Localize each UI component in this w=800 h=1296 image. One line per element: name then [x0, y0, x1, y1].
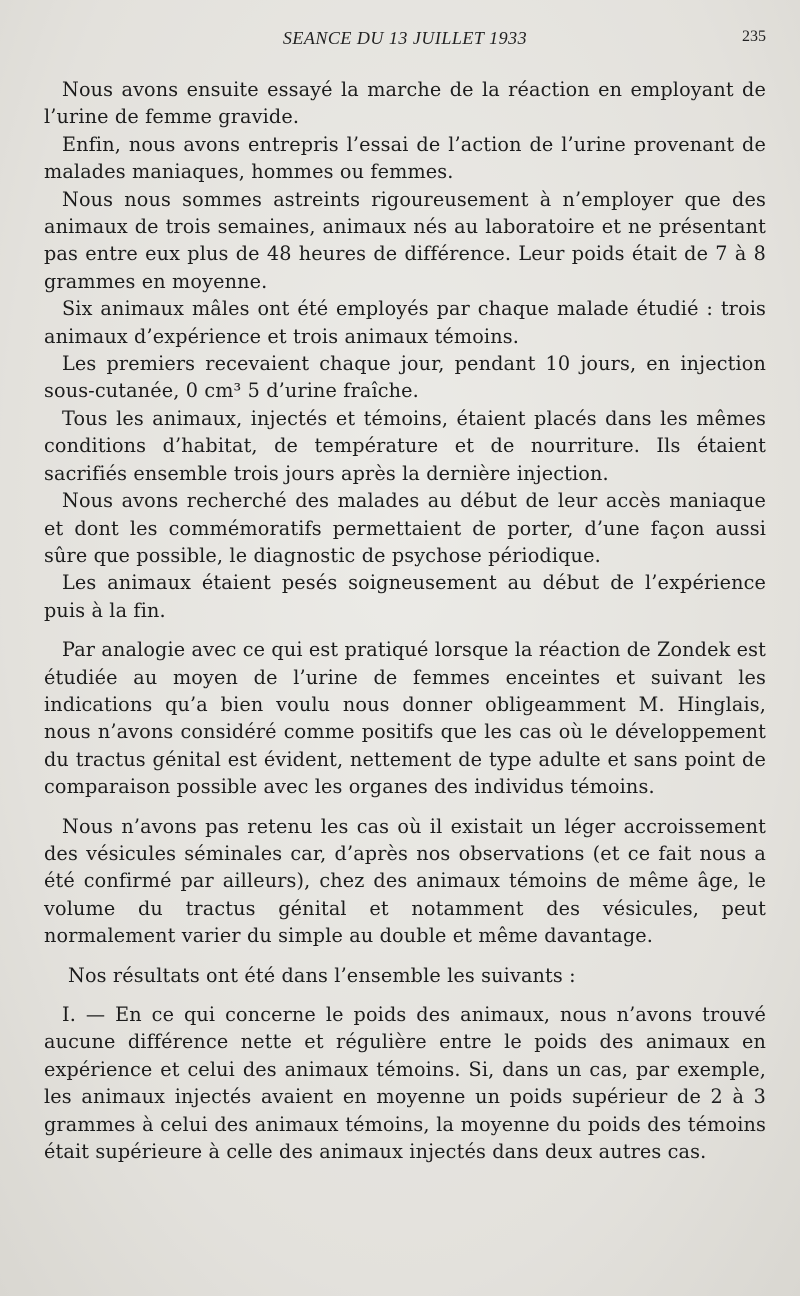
running-head [44, 28, 766, 58]
paragraph: Les premiers recevaient chaque jour, pendant 10 jours, en injection sous-cutanée, 0 cm³ 5 d’urine fraîche. [44, 352, 766, 403]
running-title: SEANCE DU 13 JUILLET 1933 [282, 28, 528, 48]
paragraph: Nous nous sommes astreints rigoureusement à n’employer que des animaux de trois semaines, animaux nés au laboratoire et ne présentant pas entre eux plus de 48 heures de différence. Leur poids était de 7 à 8 grammes en moyenne. [44, 187, 766, 293]
paragraph: Nous n’avons pas retenu les cas où il existait un léger accroissement des vésicules séminales car, d’après nos observations (et ce fait nous a été confirmé par ailleurs), chez des animaux témoins de même âge, le volume du tractus génital et notamment des vésicules, peut normalement varier du simple au double et même davantage. [44, 814, 766, 948]
paragraph: Nous avons recherché des malades au début de leur accès maniaque et dont les commémoratifs permettaient de porter, d’une façon aussi sûre que possible, le diagnostic de psychose périodique. [44, 489, 766, 567]
paragraph: Par analogie avec ce qui est pratiqué lorsque la réaction de Zondek est étudiée au moyen de l’urine de femmes enceintes et suivant les indications qu’a bien voulu nous donner obligeamment M. Hinglais, nous n’avons considéré comme positifs que les cas où le développement du tractus génital est évident, nettement de type adulte et sans point de comparaison possible avec les organes des individus témoins. [44, 638, 766, 799]
paragraph: Enfin, nous avons entrepris l’essai de l’action de l’urine provenant de malades maniaques, hommes ou femmes. [44, 132, 766, 184]
paragraph: Tous les animaux, injectés et témoins, étaient placés dans les mêmes conditions d’habitat, de température et de nourriture. Ils étaient sacrifiés ensemble trois jours après la dernière injection. [44, 406, 766, 485]
paragraph: Nous avons ensuite essayé la marche de la réaction en employant de l’urine de femme gravide. [44, 78, 766, 129]
body-text [44, 76, 766, 1165]
page-number: 235 [742, 28, 766, 45]
paragraph: Six animaux mâles ont été employés par chaque malade étudié : trois animaux d’expérience et trois animaux témoins. [44, 297, 766, 348]
paragraph: Les animaux étaient pesés soigneusement au début de l’expérience puis à la fin. [44, 571, 766, 622]
paragraph: I. — En ce qui concerne le poids des animaux, nous n’avons trouvé aucune différence nette et régulière entre le poids des animaux en expérience et celui des animaux témoins. Si, dans un cas, par exemple, les animaux injectés avaient en moyenne un poids supérieur de 2 à 3 grammes à celui des animaux témoins, la moyenne du poids des témoins était supérieure à celle des animaux injectés dans deux autres cas. [44, 1003, 766, 1164]
paragraph: Nos résultats ont été dans l’ensemble les suivants : [68, 963, 576, 987]
